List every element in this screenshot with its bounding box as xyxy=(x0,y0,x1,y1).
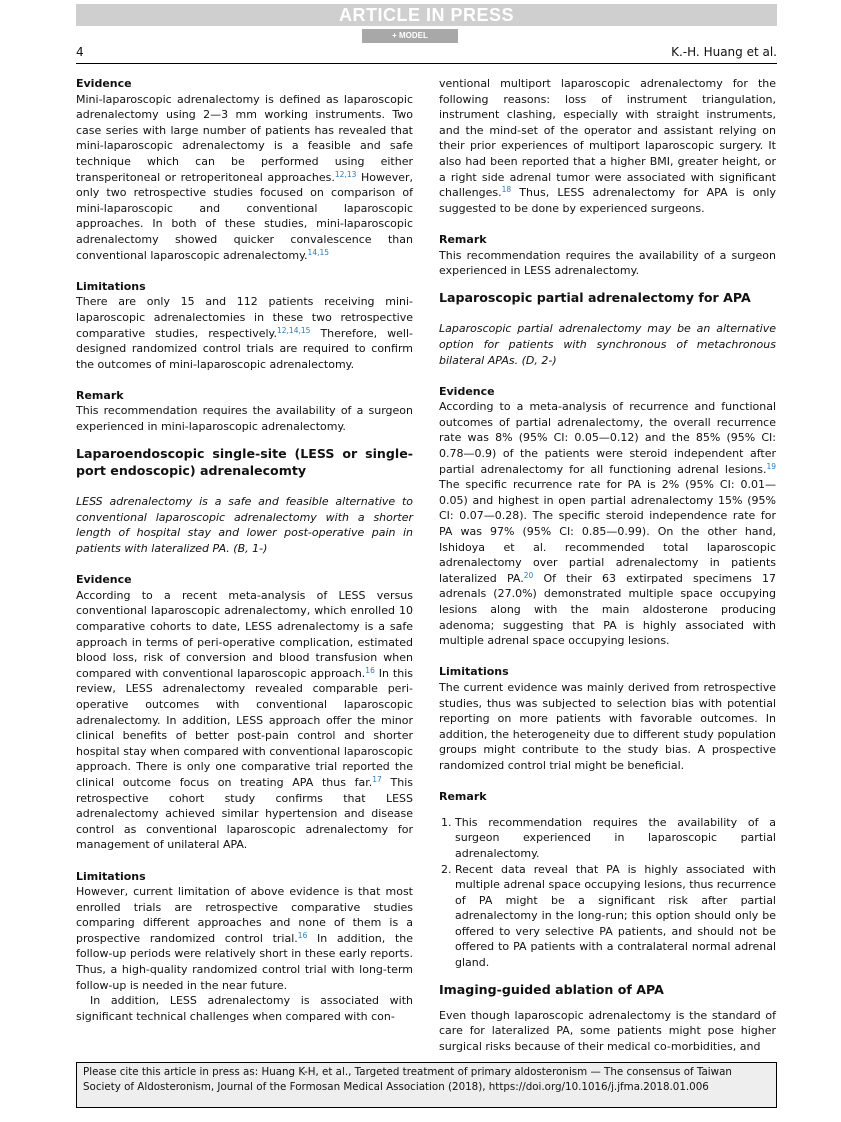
continued-paragraph: ventional multiport laparoscopic adrenalectomy for the following reasons: loss of instrument triangulation, instrument clashing, especially with straight instruments, and the mind-set of the operator and assistant relying on their prior experiences of multiport laparoscopic surgery. It also had been reported that a higher BMI, greater height, or a right side adrenal tumor were associated with significant challenges.$^{18}$ Thus, LESS adrenalectomy for APA is only suggested to be done by experienced surgeons. xyxy=(439,77,776,215)
running-head: K.-H. Huang et al. xyxy=(671,45,777,59)
article-in-press-banner: ARTICLE IN PRESS xyxy=(76,4,777,26)
evidence-paragraph: According to a meta-analysis of recurrence and functional outcomes of partial adrenalectomy, the overall recurrence rate was 8% (95% CI: 0.05—0.12) and the 85% (95% CI: 0.78—0.9) of the patients were steroid independent after partial adrenalectomy for all functioning adrenal lesions.$^{19}$ The specific recurrence rate for PA is 2% (95% CI: 0.01—0.05) and highest in open partial adrenalectomy 15% (95% CI: 0.07—0.28). The specific steroid independence rate for PA was 97% (95% CI: 0.85—0.99). On the other hand, Ishidoya et al. recommended total laparoscopic adrenalectomy over partial adrenalectomy in patients lateralized PA.$^{20}$ Of their 63 extirpated specimens 17 adrenals (27.0%) demonstrated multiple space occupying lesions along with the main aldosterone producing adenoma; suggesting that PA is highly associated with multiple adrenal space occupying lesions. xyxy=(439,400,777,648)
evidence-paragraph: Mini-laparoscopic adrenalectomy is defined as laparoscopic adrenalectomy using 2—3 mm working instruments. Two case series with large number of patients has revealed that mini-laparoscopic adrenalectomy is a feasible and safe technique which can be performed using either transperitoneal or retroperitoneal approaches.$^{12,13}$ However, only two retrospective studies focused on comparison of mini-laparoscopic and conventional laparoscopic approaches. In both of these studies, mini-laparoscopic adrenalectomy showed quicker convalescence than conventional laparoscopic adrenalectomy.$^{14,15}$ xyxy=(76,92,413,262)
page-number: 4 xyxy=(76,45,84,59)
section-heading-less: Laparoendoscopic single-site (LESS or single-port endoscopic) adrenalecomty xyxy=(76,445,413,478)
limitations-heading: Limitations xyxy=(439,665,509,679)
continuation-paragraph: In addition, LESS adrenalectomy is associated with significant technical challenges when compared with con- xyxy=(76,994,413,1023)
evidence-heading: Evidence xyxy=(439,384,495,398)
limitations-paragraph: The current evidence was mainly derived from retrospective studies, thus was subjected to selection bias with potential reporting on more patients with favorable outcomes. In addition, the heterogeneity due to different study population groups might contribute to the study bias. A prospective randomized control trial might be beneficial. xyxy=(439,680,776,772)
section-heading-ablation: Imaging-guided ablation of APA xyxy=(439,981,664,997)
evidence-paragraph: According to a recent meta-analysis of LESS versus conventional laparoscopic adrenalectomy, which enrolled 10 comparative cohorts to date, LESS adrenalectomy is a safe approach in terms of peri-operative complication, estimated blood loss, risk of conversion and blood transfusion when compared with conventional laparoscopic approach.$^{16}$ In this review, LESS adrenalectomy revealed comparable peri-operative outcomes with conventional laparoscopic adrenalectomy. In addition, LESS approach offer the minor clinical benefits of better post-pain control and shorter hospital stay when compared with conventional laparoscopic approach. There is only one comparative trial reported the clinical outcome focus on treating APA thus far.$^{17}$ This retrospective cohort study confirms that LESS adrenalectomy achieved similar hypertension and disease control as conventional laparoscopic adrenalectomy for management of unilateral APA. xyxy=(76,588,413,852)
recommendation-partial: Laparoscopic partial adrenalectomy may be an alternative option for patients with synchronous of metachronous bilateral APAs. (D, 2-) xyxy=(439,322,776,367)
reference-link[interactable]: 16 xyxy=(365,665,375,675)
list-item: 2. Recent data reveal that PA is highly associated with multiple adrenal space occupying lesions, thus recurrence of PA might be a significant risk after partial adrenalectomy in the long-run; this option should only be offered to very selective PA patients, and should not be offered to PA patients with a contralateral normal adrenal gland. xyxy=(455,862,776,971)
reference-link[interactable]: 20 xyxy=(523,570,534,580)
limitations-paragraph: There are only 15 and 112 patients receiving mini-laparoscopic adrenalectomies in these two retrospective comparative studies, respectively.$^{12,14,15}$ Therefore, well-designed randomized control trials are required to confirm the outcomes of mini-laparoscopic adrenalectomy. xyxy=(76,295,414,371)
right-column xyxy=(439,76,776,1054)
reference-link[interactable]: 18 xyxy=(501,185,512,195)
reference-link[interactable]: 17 xyxy=(372,774,382,784)
reference-link[interactable]: 12,13 xyxy=(334,169,357,179)
list-item: 1. This recommendation requires the availability of a surgeon experienced in laparoscopic partial adrenalectomy. xyxy=(455,815,776,862)
recommendation-less: LESS adrenalectomy is a safe and feasible alternative to conventional laparoscopic adrenalectomy with a shorter length of hospital stay and lower post-operative pain in patients with lateralized PA. (B, 1-) xyxy=(76,495,413,556)
remark-paragraph: This recommendation requires the availability of a surgeon experienced in LESS adrenalectomy. xyxy=(439,248,776,278)
remark-list xyxy=(439,815,776,971)
model-label: + MODEL xyxy=(362,29,458,43)
reference-link[interactable]: 19 xyxy=(766,461,776,471)
limitations-heading: Limitations xyxy=(76,279,146,293)
header-rule xyxy=(76,63,777,64)
ablation-paragraph: Even though laparoscopic adrenalectomy is the standard of care for lateralized PA, some patients might pose higher surgical risks because of their medical co-morbidities, and xyxy=(439,1008,776,1053)
section-heading-partial: Laparoscopic partial adrenalectomy for APA xyxy=(439,289,751,305)
left-column xyxy=(76,76,413,1024)
citation-box: Please cite this article in press as: Huang K-H, et al., Targeted treatment of primary aldosteronism — The consensus of Taiwan Society of Aldosteronism, Journal of the Formosan Medical Association (2018), https://doi.org/10.1016/j.jfma.2018.01.006 xyxy=(76,1062,777,1108)
reference-link[interactable]: 12,14,15 xyxy=(277,325,311,335)
reference-link[interactable]: 16 xyxy=(297,930,308,940)
remark-heading: Remark xyxy=(439,232,487,246)
remark-heading: Remark xyxy=(76,388,124,402)
limitations-heading: Limitations xyxy=(76,869,146,883)
limitations-paragraph: However, current limitation of above evidence is that most enrolled trials are retrospective comparative studies comparing different approaches and none of them is a prospective randomized control trial.$^{16}$ In addition, the follow-up periods were relatively short in these early reports. Thus, a high-quality randomized control trial with long-term follow-up is needed in the near future. xyxy=(76,885,414,992)
reference-link[interactable]: 14,15 xyxy=(307,247,330,257)
evidence-heading: Evidence xyxy=(76,573,132,587)
evidence-heading: Evidence xyxy=(76,77,132,90)
remark-heading: Remark xyxy=(439,790,487,804)
remark-paragraph: This recommendation requires the availability of a surgeon experienced in mini-laparoscopic adrenalectomy. xyxy=(76,404,413,434)
